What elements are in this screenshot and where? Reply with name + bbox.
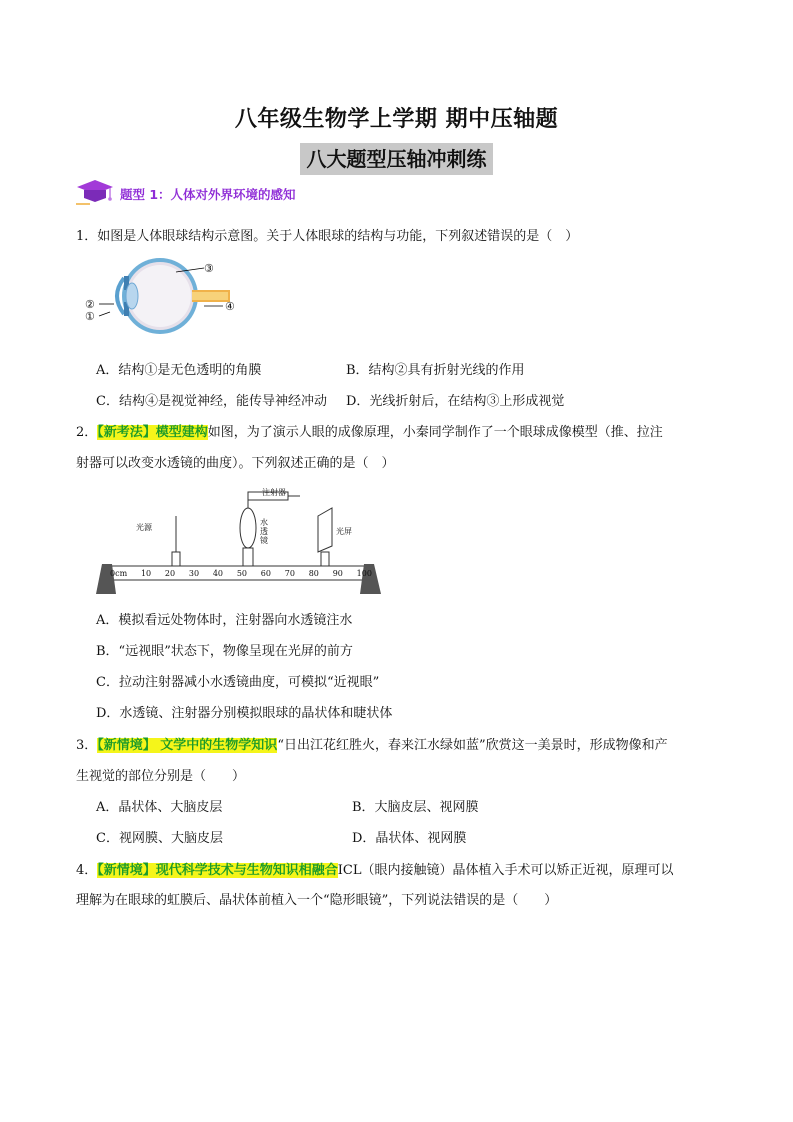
q3-tag: 【新情境】 文学中的生物学知识 [97,738,278,753]
syringe-label: 注射器 [262,488,286,497]
q4-number: 4． [76,863,98,878]
eye-leader-lines [96,266,226,318]
q2-option-d: D．水透镜、注射器分别模拟眼球的晶状体和睫状体 [96,706,393,721]
q3-option-a: A．晶状体、大脑皮层 [96,800,223,815]
ruler-tick: 30 [188,569,200,578]
q2-option-b: B．“远视眼”状态下，物像呈现在光屏的前方 [96,644,353,659]
page-title: 八年级生物学上学期 期中压轴题 [234,107,559,132]
q3-option-d: D．晶状体、视网膜 [352,831,467,846]
ruler-tick: 40 [212,569,224,578]
q1-option-c: C．结构④是视觉神经，能传导神经冲动 [96,394,327,409]
q2-tag: 【新考法】模型建构 [97,425,208,440]
q3-stem-text: “日出江花红胜火，春来江水绿如蓝”欣赏这一美景时，形成物像和产 [277,738,668,753]
ruler-tick: 50 [236,569,247,578]
q3-stem-line1 [76,737,668,755]
ruler-tick: 100 [356,569,372,578]
q2-stem-line2: 射器可以改变水透镜的曲度）。下列叙述正确的是（ ） [76,456,395,471]
ruler-tick: 20 [164,569,176,578]
q2-stem-text: 如图，为了演示人眼的成像原理，小秦同学制作了一个眼球成像模型（推、拉注 [207,425,663,440]
q4-stem-text: ICL（眼内接触镜）晶体植入手术可以矫正近视，原理可以 [337,863,674,878]
q1-stem: 1．如图是人体眼球结构示意图。关于人体眼球的结构与功能，下列叙述错误的是（ ） [76,229,579,244]
q4-stem-line2: 理解为在眼球的虹膜后、晶状体前植入一个“隐形眼镜”，下列说法错误的是（ ） [76,893,558,908]
q3-number: 3． [76,738,98,753]
eye-label-3: ③ [204,262,214,275]
screen-label: 光屏 [336,527,352,536]
q3-option-c: C．视网膜、大脑皮层 [96,831,223,846]
ruler-tick: 60 [260,569,271,578]
q3-option-b: B．大脑皮层、视网膜 [352,800,479,815]
eye-label-2: ② [85,298,95,311]
eye-label-1: ① [85,310,95,323]
page-subtitle: 八大题型压轴冲刺练 [300,143,493,175]
graduation-cap-icon [76,178,114,210]
ruler-scale [110,569,372,578]
q3-stem-line2: 生视觉的部位分别是（ ） [76,769,246,784]
section-header [76,180,296,208]
section-title: 题型 1：人体对外界环境的感知 [120,187,296,202]
q2-number: 2． [76,425,98,440]
q2-option-c: C．拉动注射器减小水透镜曲度，可模拟“近视眼” [96,675,380,690]
ruler-tick: 0cm [110,569,128,578]
q2-stem-line1 [76,424,663,442]
q4-tag: 【新情境】现代科学技术与生物知识相融合 [97,863,338,878]
q4-stem-line1 [76,862,674,880]
q1-option-d: D．光线折射后，在结构③上形成视觉 [346,394,565,409]
ruler-tick: 80 [308,569,319,578]
q1-option-a: A．结构①是无色透明的角膜 [96,363,262,378]
water-lens-label: 水透镜 [260,518,268,545]
q2-option-a: A．模拟看远处物体时，注射器向水透镜注水 [96,613,353,628]
eye-label-4: ④ [225,300,235,313]
q1-option-b: B．结构②具有折射光线的作用 [346,363,525,378]
eye-model-figure [96,486,381,605]
light-source-label: 光源 [136,523,152,532]
ruler-tick: 10 [140,569,152,578]
ruler-tick: 70 [284,569,295,578]
ruler-tick: 90 [332,569,343,578]
